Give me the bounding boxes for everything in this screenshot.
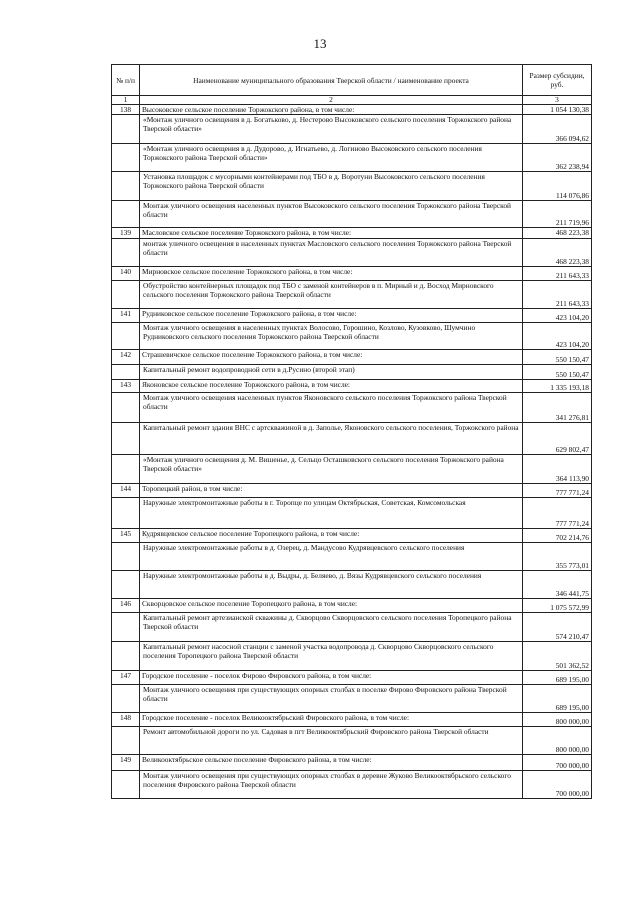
row-amount: 550 150,47 [523,365,592,380]
row-name: Скворцовское сельское поселение Торопецкого района, в том числе: [140,599,523,613]
project-row [112,613,592,642]
row-name: Городское поселение - поселок Великооктябрьский Фировского района, в том числе: [140,713,523,727]
row-number: 138 [112,105,140,115]
row-amount: 114 076,86 [523,172,592,201]
project-row [112,144,592,172]
row-name: Высоковское сельское поселение Торжокского района, в том числе: [140,105,523,115]
row-name: Наружные электромонтажные работы в г. Торопце по улицам Октябрьская, Советская, Комсомольская [140,498,523,529]
row-name: Наружные электромонтажные работы в д. Озерец, д. Мандусово Кудрявцевского сельского поселения [140,543,523,571]
row-amount: 364 113,90 [523,455,592,484]
row-name: Торопецкий район, в том числе: [140,484,523,498]
row-number [112,323,140,350]
project-row [112,727,592,755]
row-name: «Монтаж уличного освещения в д. Дудорово, д. Игнатьево, д. Логиново Высоковского сельского поселения Торжокского района Тверской области» [140,144,523,172]
row-name: Масловское сельское поселение Торжокского района, в том числе: [140,228,523,239]
row-amount: 702 214,76 [523,529,592,543]
project-row [112,323,592,350]
row-amount: 777 771,24 [523,498,592,529]
row-name: «Монтаж уличного освещения в д. Богатьково, д. Нестерово Высоковского сельского поселения Торжокского района Тверской области» [140,115,523,144]
row-amount: 501 362,52 [523,642,592,671]
project-row [112,685,592,713]
row-number: 140 [112,267,140,281]
column-index: 1 [112,96,140,105]
row-amount: 689 195,00 [523,671,592,685]
row-number: 147 [112,671,140,685]
municipality-row [112,599,592,613]
row-amount: 211 643,33 [523,281,592,309]
row-name: Городское поселение - поселок Фирово Фировского района, в том числе: [140,671,523,685]
row-amount: 700 000,00 [523,755,592,771]
row-amount: 468 223,38 [523,239,592,267]
row-name: Мирновское сельское поселение Торжокского района, в том числе: [140,267,523,281]
row-name: Монтаж уличного освещения населенных пунктов Высоковского сельского поселения Торжокского района Тверской области [140,201,523,228]
page-number: 13 [313,36,327,51]
row-number [112,239,140,267]
row-number: 139 [112,228,140,239]
row-amount: 1 054 130,38 [523,105,592,115]
row-name: Ремонт автомобильной дороги по ул. Садовая в пгт Великооктябрьский Фировского района Тверской области [140,727,523,755]
row-amount: 574 210,47 [523,613,592,642]
row-number: 143 [112,380,140,393]
row-amount: 550 150,47 [523,350,592,365]
row-number [112,727,140,755]
header-num: № п/п [112,65,140,96]
row-amount: 211 719,96 [523,201,592,228]
row-number [112,201,140,228]
row-number [112,543,140,571]
row-number [112,365,140,380]
municipality-row [112,105,592,115]
municipality-row [112,380,592,393]
subsidy-table [111,64,592,799]
row-name: Великооктябрьское сельское поселение Фировского района, в том числе: [140,755,523,771]
row-amount: 423 104,20 [523,309,592,323]
row-number [112,144,140,172]
column-index: 2 [140,96,523,105]
row-name: Капитальный ремонт водопроводной сети в д.Русино (второй этап) [140,365,523,380]
row-amount: 800 000,00 [523,713,592,727]
municipality-row [112,267,592,281]
column-index: 3 [523,96,592,105]
row-name: Монтаж уличного освещения при существующих опорных столбах в деревне Жуково Великооктябрьского сельского поселения Фировского района Тверской области [140,771,523,799]
row-amount: 700 000,00 [523,771,592,799]
project-row [112,498,592,529]
project-row [112,771,592,799]
row-name: Капитальный ремонт здания ВНС с артскважиной в д. Заполье, Яконовского сельского поселения, Торжокского района [140,423,523,455]
row-number: 142 [112,350,140,365]
row-amount: 1 335 193,18 [523,380,592,393]
municipality-row [112,484,592,498]
row-name: Капитальный ремонт артезианской скважины д. Скворцово Скворцовского сельского поселения Торопецкого района Тверской области [140,613,523,642]
row-name: Кудрявцевское сельское поселение Торопецкого района, в том числе: [140,529,523,543]
row-name: Обустройство контейнерных площадок под ТБО с заменой контейнеров в п. Мирный и д. Восход Мирновского сельского поселения Торжокского района Тверской области [140,281,523,309]
row-amount: 468 223,38 [523,228,592,239]
row-amount: 689 195,00 [523,685,592,713]
project-row [112,455,592,484]
row-name: Рудниковское сельское поселение Торжокского района, в том числе: [140,309,523,323]
row-amount: 366 094,62 [523,115,592,144]
row-amount: 341 276,81 [523,393,592,423]
table-header-row [112,65,592,96]
row-name: Наружные электромонтажные работы в д. Выдры, д. Беляево, д. Вязы Кудрявцевского сельского поселения [140,571,523,599]
row-number [112,423,140,455]
row-amount: 800 000,00 [523,727,592,755]
row-amount: 211 643,33 [523,267,592,281]
row-number [112,685,140,713]
column-index-row [112,96,592,105]
row-number [112,613,140,642]
project-row [112,543,592,571]
row-name: Яконовское сельское поселение Торжокского района, в том числе: [140,380,523,393]
project-row [112,115,592,144]
row-number [112,115,140,144]
row-name: Монтаж уличного освещения населенных пунктов Яконовского сельского поселения Торжокского района Тверской области [140,393,523,423]
project-row [112,172,592,201]
row-name: Установка площадок с мусорными контейнерами под ТБО в д. Воротуни Высоковского сельского поселения Торжокского района Тверской области [140,172,523,201]
row-number [112,172,140,201]
row-amount: 355 773,01 [523,543,592,571]
project-row [112,201,592,228]
row-amount: 777 771,24 [523,484,592,498]
row-number: 141 [112,309,140,323]
project-row [112,571,592,599]
municipality-row [112,671,592,685]
row-number [112,571,140,599]
row-number [112,393,140,423]
municipality-row [112,529,592,543]
row-number [112,498,140,529]
row-number [112,642,140,671]
row-number: 144 [112,484,140,498]
row-number [112,455,140,484]
row-name: Капитальный ремонт насосной станции с заменой участка водопровода д. Скворцово Скворцовского сельского поселения Торопецкого района Тверской области [140,642,523,671]
project-row [112,239,592,267]
row-number: 146 [112,599,140,613]
municipality-row [112,350,592,365]
row-name: «Монтаж уличного освещения д. М. Вишенье, д. Сельцо Осташковского сельского поселения Торжокского района Тверской области» [140,455,523,484]
row-number: 149 [112,755,140,771]
row-name: монтаж уличного освещения в населенных пунктах Масловского сельского поселения Торжокского района Тверской области [140,239,523,267]
row-amount: 629 802,47 [523,423,592,455]
row-amount: 423 104,20 [523,323,592,350]
row-name: Монтаж уличного освещения при существующих опорных столбах в поселке Фирово Фировского района Тверской области [140,685,523,713]
project-row [112,423,592,455]
row-name: Монтаж уличного освещения в населенных пунктах Волосово, Горошино, Козлово, Кузовково, Шумчино Рудниковского сельского поселения Торжокского района Тверской области [140,323,523,350]
row-number: 148 [112,713,140,727]
row-name: Страшевичское сельское поселение Торжокского района, в том числе: [140,350,523,365]
project-row [112,642,592,671]
row-amount: 346 441,75 [523,571,592,599]
header-name: Наименование муниципального образования Тверской области / наименование проекта [140,65,523,96]
header-amount: Размер субсидии, руб. [523,65,592,96]
project-row [112,365,592,380]
project-row [112,281,592,309]
row-number [112,771,140,799]
row-amount: 362 238,94 [523,144,592,172]
row-number: 145 [112,529,140,543]
row-amount: 1 075 572,99 [523,599,592,613]
municipality-row [112,309,592,323]
municipality-row [112,713,592,727]
project-row [112,393,592,423]
municipality-row [112,755,592,771]
row-number [112,281,140,309]
municipality-row [112,228,592,239]
